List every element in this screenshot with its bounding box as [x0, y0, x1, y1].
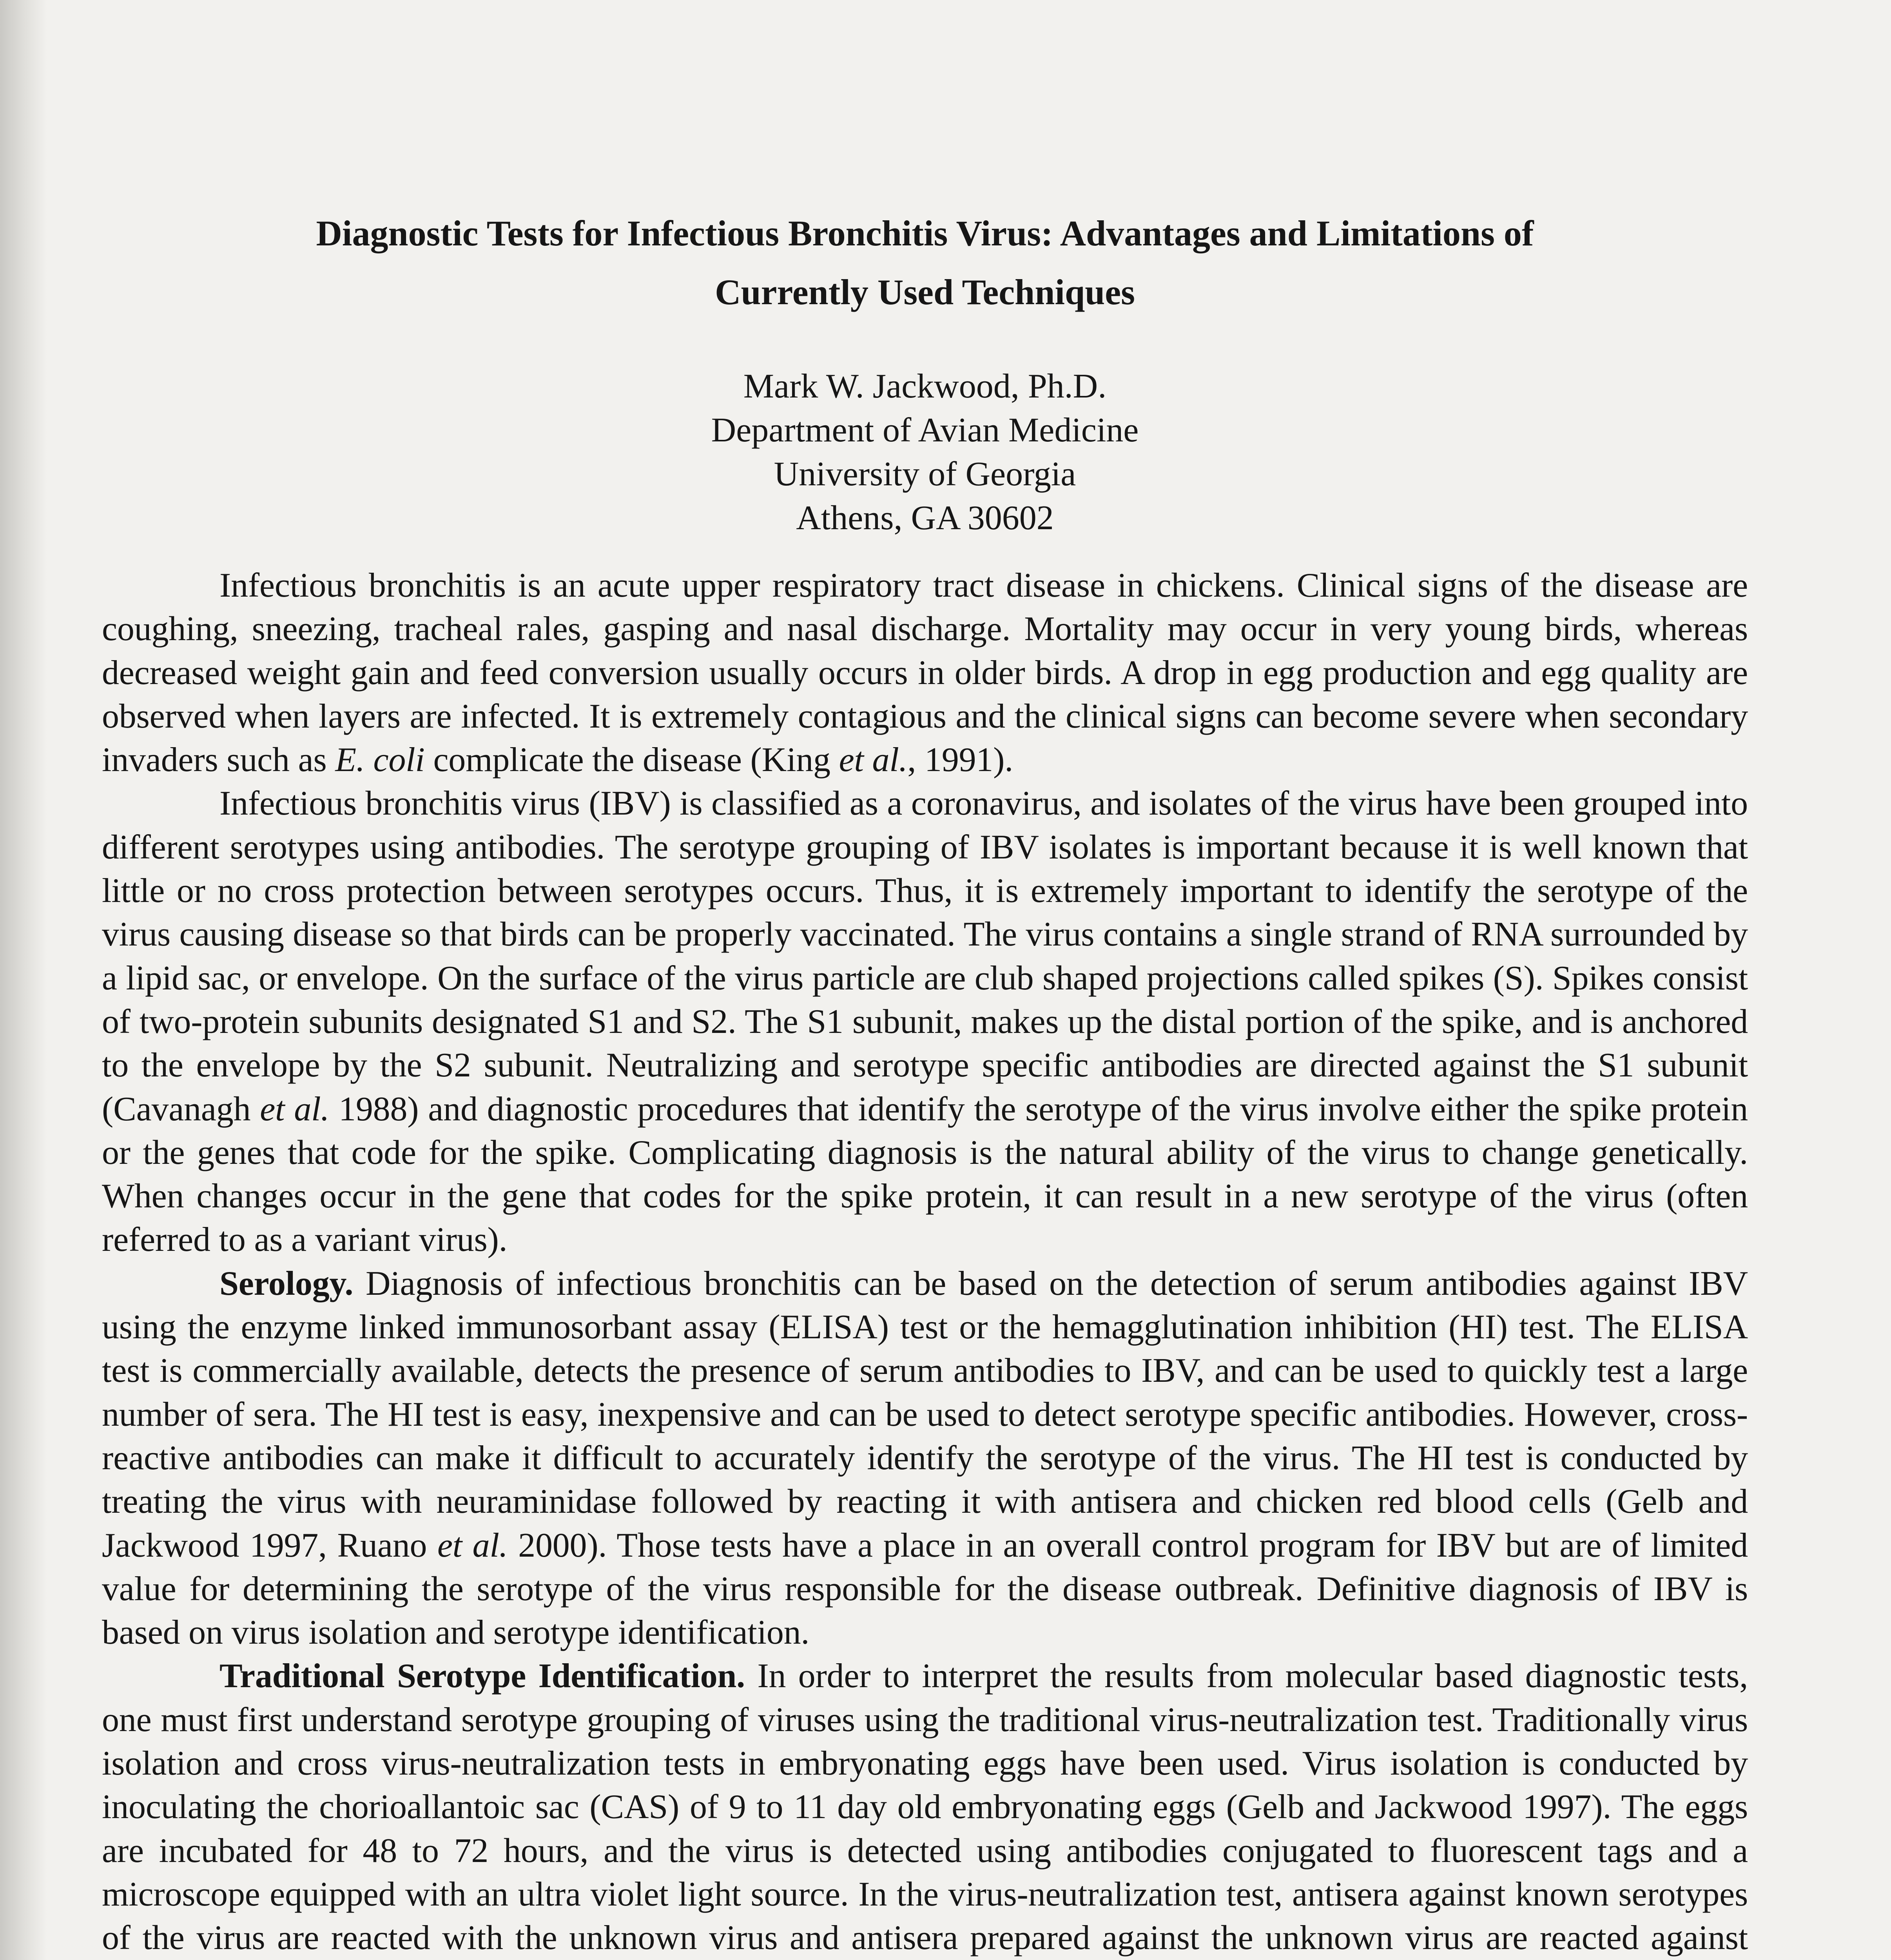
- title-line-2: Currently Used Techniques: [715, 272, 1135, 312]
- author-department: Department of Avian Medicine: [711, 411, 1139, 449]
- author-block: [102, 365, 1748, 540]
- page-edge-shadow: [0, 0, 47, 1960]
- italic-species-name: E. coli: [335, 741, 425, 779]
- author-address: Athens, GA 30602: [796, 499, 1054, 537]
- author-university: University of Georgia: [774, 455, 1076, 493]
- paper-title: [102, 204, 1748, 321]
- paragraph-introduction: Infectious bronchitis is an acute upper respiratory tract disease in chickens. Clinical signs of the disease are coughing, sneezing, tracheal rales, gasping and nasal discharge. Mortality may occur in very young birds, whereas decreased weight gain and feed conversion usually occurs in older birds. A drop in egg production and egg quality are observed when layers are infected. It is extremely contagious and the clinical signs can become severe when secondary invaders such as E. coli complicate the disease (King et al., 1991).: [102, 566, 1748, 779]
- paragraph-traditional-serotype: Traditional Serotype Identification. In order to interpret the results from molecular based diagnostic tests, one must first understand serotype grouping of viruses using the traditional virus-neutralization test. Traditionally virus isolation and cross virus-neutralization tests in embryonating eggs have been used. Virus isolation is conducted by inoculating the chorioallantoic sac (CAS) of 9 to 11 day old embryonating eggs (Gelb and Jackwood 1997). The eggs are incubated for 48 to 72 hours, and the virus is detected using antibodies conjugated to fluorescent tags and a microscope equipped with an ultra violet light source. In the virus-neutralization test, antisera against known serotypes of the virus are reacted with the unknown virus and antisera prepared against the unknown virus are reacted against: [102, 1657, 1748, 1957]
- section-heading-serology: Serology.: [219, 1264, 354, 1303]
- paragraph-serology: Serology. Diagnosis of infectious bronchitis can be based on the detection of serum antibodies against IBV using the enzyme linked immunosorbant assay (ELISA) test or the hemagglutination inhibition (HI) test. The ELISA test is commercially available, detects the presence of serum antibodies to IBV, and can be used to quickly test a large number of sera. The HI test is easy, inexpensive and can be used to detect serotype specific antibodies. However, cross-reactive antibodies can make it difficult to accurately identify the serotype of the virus. The HI test is conducted by treating the virus with neuraminidase followed by reacting it with antisera and chicken red blood cells (Gelb and Jackwood 1997, Ruano et al. 2000). Those tests have a place in an overall control program for IBV but are of limited value for determining the serotype of the virus responsible for the disease outbreak. Definitive diagnosis of IBV is based on virus isolation and serotype identification.: [102, 1264, 1748, 1652]
- document-page: [102, 204, 1748, 1960]
- section-heading-traditional-serotype: Traditional Serotype Identification.: [219, 1657, 745, 1695]
- author-name: Mark W. Jackwood, Ph.D.: [743, 367, 1107, 405]
- paragraph-virus-description: Infectious bronchitis virus (IBV) is classified as a coronavirus, and isolates of the virus have been grouped into different serotypes using antibodies. The serotype grouping of IBV isolates is important because it is well known that little or no cross protection between serotypes occurs. Thus, it is extremely important to identify the serotype of the virus causing disease so that birds can be properly vaccinated. The virus contains a single strand of RNA surrounded by a lipid sac, or envelope. On the surface of the virus particle are club shaped projections called spikes (S). Spikes consist of two-protein subunits designated S1 and S2. The S1 subunit, makes up the distal portion of the spike, and is anchored to the envelope by the S2 subunit. Neutralizing and serotype specific antibodies are directed against the S1 subunit (Cavanagh et al. 1988) and diagnostic procedures that identify the serotype of the virus involve either the spike protein or the genes that code for the spike. Complicating diagnosis is the natural ability of the virus to change genetically. When changes occur in the gene that codes for the spike protein, it can result in a new serotype of the virus (often referred to as a variant virus).: [102, 784, 1748, 1259]
- title-line-1: Diagnostic Tests for Infectious Bronchitis Virus: Advantages and Limitations of: [316, 213, 1534, 253]
